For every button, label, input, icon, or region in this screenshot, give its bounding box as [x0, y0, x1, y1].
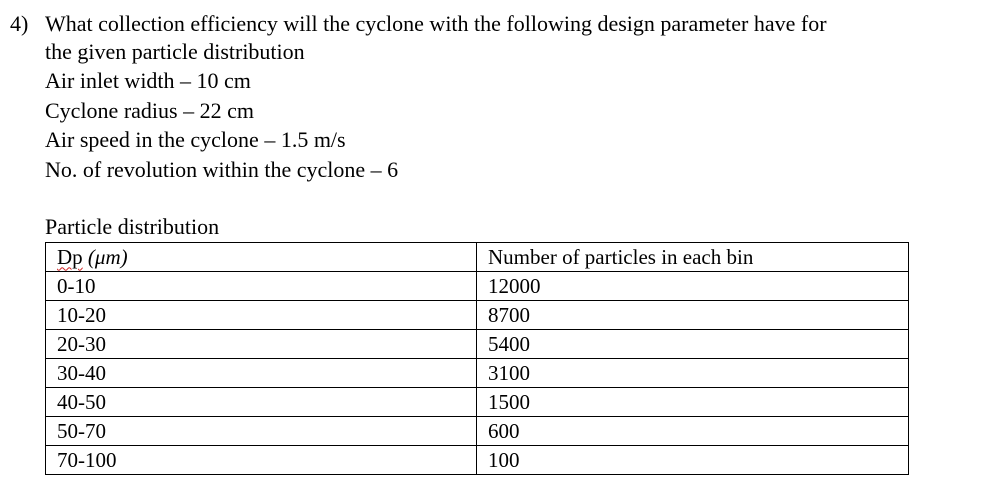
- dp-unit: (μm): [87, 244, 128, 269]
- cell-count: 12000: [477, 272, 909, 301]
- table-header-row: [46, 243, 909, 272]
- cell-dp: 30-40: [46, 359, 477, 388]
- question-line-1: What collection efficiency will the cyclone with the following design parameter have for: [45, 11, 827, 36]
- distribution-title: Particle distribution: [45, 214, 220, 239]
- table-row: [46, 330, 909, 359]
- cell-count: 600: [477, 417, 909, 446]
- cell-count: 100: [477, 446, 909, 475]
- param-revolutions: No. of revolution within the cyclone – 6: [45, 156, 399, 182]
- question-text: [45, 10, 827, 184]
- dp-symbol: Dp: [57, 244, 83, 269]
- cell-count: 1500: [477, 388, 909, 417]
- table-row: [46, 272, 909, 301]
- cell-dp: 50-70: [46, 417, 477, 446]
- param-inlet-width: Air inlet width – 10 cm: [45, 68, 251, 93]
- particle-distribution-table: [45, 242, 909, 475]
- table-row: [46, 446, 909, 475]
- cell-dp: 0-10: [46, 272, 477, 301]
- table-row: [46, 359, 909, 388]
- cell-dp: 40-50: [46, 388, 477, 417]
- table-row: [46, 301, 909, 330]
- table-row: [46, 417, 909, 446]
- cell-count: 3100: [477, 359, 909, 388]
- header-count: Number of particles in each bin: [477, 243, 909, 272]
- param-cyclone-radius: Cyclone radius – 22 cm: [45, 97, 254, 123]
- cell-dp: 20-30: [46, 330, 477, 359]
- question-line-2: the given particle distribution: [45, 39, 305, 64]
- param-air-speed: Air speed in the cyclone – 1.5 m/s: [45, 127, 346, 152]
- cell-count: 8700: [477, 301, 909, 330]
- cell-dp: 70-100: [46, 446, 477, 475]
- cell-dp: 10-20: [46, 301, 477, 330]
- header-dp: [46, 243, 477, 272]
- cell-count: 5400: [477, 330, 909, 359]
- table-row: [46, 388, 909, 417]
- question-number: 4): [10, 11, 29, 36]
